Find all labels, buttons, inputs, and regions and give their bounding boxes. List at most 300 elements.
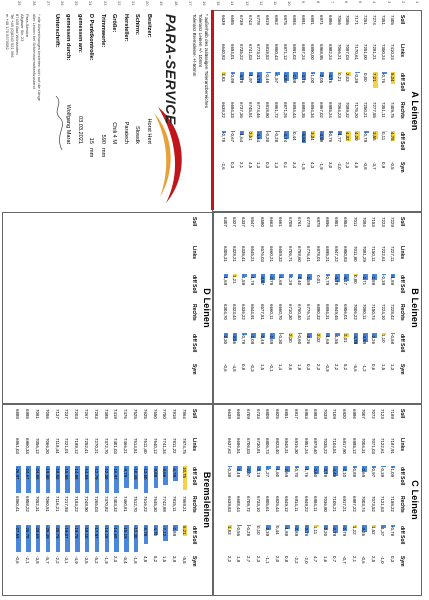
table-cell: -1,09 (390, 467, 395, 478)
table-cell: -4,70 (152, 526, 158, 537)
table-cell: 6305,31 (222, 246, 228, 262)
table-cell: 7250,21 (363, 102, 369, 118)
table-cell: -0,39 (380, 275, 386, 286)
table-cell: 0,80 (352, 275, 358, 284)
table-cell: 6985,12 (351, 438, 357, 454)
table-cell: 7153 (371, 217, 377, 227)
table-cell: 7815,11 (172, 496, 178, 512)
table-cell: 6638 (226, 409, 232, 419)
table-cell: 6706,03 (246, 438, 251, 454)
table-cell: 6660,70 (278, 304, 284, 320)
tolerance-line-1: Toleranz Leinen +/- 10mm (198, 14, 203, 68)
table-cell: 6885,35 (301, 102, 306, 118)
table-cell: 7072 (370, 409, 376, 419)
table-cell: 6894 (292, 15, 298, 25)
column-header: diff Soll (191, 275, 197, 294)
table-cell: -13,60 (142, 467, 148, 480)
table-cell: 6960,33 (25, 438, 31, 454)
table-cell: 4,20 (354, 132, 360, 141)
table-cell: 2,32 (315, 334, 321, 343)
table-cell: -2,09 (250, 334, 256, 345)
table-cell: 1,3 (390, 364, 395, 371)
table-cell: -16,97 (113, 467, 119, 480)
table-cell: 7060,51 (44, 496, 50, 512)
table-cell: -1,2 (362, 364, 368, 372)
table-cell: 6684,01 (229, 44, 235, 60)
table-cell: 1,21 (231, 275, 237, 284)
column-header: Links (191, 246, 197, 260)
table-cell: 6808 (265, 409, 271, 419)
table-cell: 7104,51 (332, 438, 338, 454)
column-header: Rechts (399, 496, 405, 513)
table-cell: 1,3 (274, 162, 280, 169)
table-cell: -25,49 (44, 526, 50, 539)
table-cell: 6819 (265, 15, 271, 25)
row-number: 29 (17, 1, 23, 6)
table-cell: 6758,60 (297, 246, 302, 262)
table-cell: 7080,11 (362, 304, 368, 320)
table-cell: -1,88 (284, 526, 290, 537)
info-label: gemessen durch: (65, 14, 72, 61)
table-cell: 6861,72 (274, 102, 280, 118)
table-cell: -2,49 (236, 467, 242, 478)
table-cell: -1,97 (247, 73, 253, 84)
table-cell: 3,6 (287, 364, 293, 371)
table-cell: 7183,22 (74, 496, 80, 512)
table-cell: 7116,21 (54, 496, 60, 512)
table-cell: 6949,45 (334, 304, 340, 320)
table-cell: 6917 (294, 409, 299, 419)
table-cell: -2,98 (292, 73, 298, 84)
table-cell: 6688,44 (236, 496, 242, 512)
table-cell: 7409,75 (390, 102, 395, 118)
table-cell: -2,1 (25, 556, 31, 564)
table-cell: 2,2 (334, 364, 340, 371)
table-cell: 6982,24 (327, 44, 333, 60)
table-cell: 6849,12 (284, 496, 290, 512)
table-cell: 2,51 (247, 132, 253, 141)
table-cell: 6730,81 (255, 438, 261, 454)
table-cell: 1,83 (220, 73, 226, 82)
row-number: 24 (88, 1, 94, 6)
table-cell: -0,99 (229, 73, 235, 84)
table-cell: 7064,23 (336, 102, 342, 118)
table-cell: 6951,24 (303, 438, 309, 454)
table-cell: -9,79 (123, 467, 129, 478)
table-cell: -19,80 (44, 467, 50, 480)
table-cell: 0,1 (283, 162, 289, 169)
contact-line: Tel +49 (0)8343 521 396 (10, 14, 15, 58)
table-cell: -28,69 (35, 526, 40, 539)
table-cell: 2,30 (287, 334, 293, 343)
table-cell: -12,79 (93, 467, 99, 480)
table-cell: 6860,41 (15, 496, 21, 512)
table-cell: -0,97 (370, 467, 376, 478)
table-cell: -1,55 (334, 334, 340, 345)
table-cell: 7265,03 (93, 496, 99, 512)
table-cell: -1,00 (309, 73, 315, 84)
table-cell: -0,6 (222, 364, 228, 372)
table-cell: 6971 (318, 15, 324, 25)
table-cell: -3,78 (334, 275, 340, 286)
table-cell: -3,56 (231, 334, 237, 345)
table-cell: -1,8 (133, 556, 138, 564)
table-cell: 6917,21 (342, 496, 347, 512)
table-cell: -2,2 (294, 556, 299, 564)
row-number: 25 (74, 1, 80, 6)
table-cell: 6576,03 (259, 246, 265, 262)
table-cell: -14,59 (84, 467, 89, 480)
info-label: Schirm: (134, 14, 141, 35)
table-cell: 3,55 (372, 132, 378, 141)
table-cell: 3,0 (327, 162, 333, 169)
table-cell: 6640,83 (220, 44, 226, 60)
section-d-leinen (2, 212, 214, 404)
info-row (100, 14, 106, 204)
column-header: Rechts (399, 304, 405, 321)
table-cell: 6823,40 (274, 438, 280, 454)
table-cell: 6336,22 (241, 304, 247, 320)
table-cell: -17,97 (93, 526, 99, 539)
brand-logo-text: PARA-SERVICE (163, 14, 179, 125)
table-cell: 4,8 (142, 556, 148, 563)
table-cell: 0,10 (255, 526, 261, 535)
table-cell: 7650 (152, 409, 158, 419)
table-cell: 6825 (274, 409, 280, 419)
table-cell: -3,78 (303, 526, 309, 537)
column-header: Links (399, 246, 405, 260)
column-header: Sym (191, 556, 197, 567)
table-cell: 6685 (229, 15, 235, 25)
table-cell: 7227,11 (390, 246, 395, 262)
table-cell: 4,3 (309, 162, 315, 169)
table-cell: 7625 (142, 409, 148, 419)
table-cell: -0,78 (390, 526, 395, 537)
column-header: Links (399, 438, 405, 452)
table-cell: -2,69 (361, 467, 367, 478)
table-cell: 6871,12 (283, 44, 289, 60)
table-cell: -5,4 (123, 556, 129, 564)
table-cell: -2,89 (371, 275, 377, 286)
table-cell: -2,40 (297, 275, 302, 286)
table-cell: -0,6 (361, 556, 367, 564)
column-header: Soll (191, 409, 197, 419)
table-cell: 7645,30 (152, 496, 158, 512)
table-cell: 7350,24 (381, 44, 387, 60)
column-header: diff Soll (191, 334, 197, 353)
table-cell: 7281,21 (372, 44, 378, 60)
table-cell: -5,6 (352, 364, 358, 372)
row-number: 17 (187, 1, 193, 6)
table-cell: 0,6 (371, 364, 377, 371)
info-label: D Punktkontrolle: (88, 14, 95, 61)
column-header: Rechts (191, 304, 197, 321)
table-cell: 7864 (182, 409, 187, 419)
section-title: Bremsleinen (202, 471, 212, 529)
table-cell: -0,38 (226, 467, 232, 478)
table-cell: 7109 (332, 409, 338, 419)
table-cell: 1,11 (313, 526, 319, 535)
table-cell: -3,54 (256, 132, 262, 143)
table-cell: -26,97 (15, 467, 21, 480)
table-cell: -2,71 (362, 275, 368, 286)
table-cell: 7081 (35, 409, 40, 419)
table-cell: 2,3 (255, 556, 261, 563)
banner-note: * außerhalb des zulässigen Toleranzbereiches (204, 14, 209, 108)
info-row (135, 14, 141, 204)
table-cell: 7035,22 (322, 438, 328, 454)
table-cell: -0,20 (265, 132, 271, 143)
table-cell: 6890,00 (309, 44, 315, 60)
table-cell: -3,26 (361, 526, 367, 537)
table-cell: -3,79 (332, 526, 338, 537)
info-value: Chili 4 M (111, 122, 118, 144)
table-cell: 6739 (238, 15, 244, 25)
table-cell: -3,74 (283, 132, 289, 143)
table-cell: 2,2 (226, 556, 232, 563)
table-cell: 7171 (354, 15, 360, 25)
table-cell: -2,26 (371, 334, 377, 345)
table-cell: 7401,03 (113, 438, 119, 454)
table-cell: -2,19 (255, 467, 261, 478)
table-cell: -5,5 (182, 556, 187, 564)
table-cell: -1,29 (287, 275, 293, 286)
table-cell: 7203 (74, 409, 80, 419)
table-cell: -8,78 (142, 526, 148, 537)
table-cell: -1,76 (303, 467, 309, 478)
info-value: 15 (88, 137, 95, 144)
info-label: Trimmwerte: (100, 14, 106, 48)
table-cell: -18,56 (54, 467, 60, 480)
table-cell: 6880,32 (315, 304, 321, 320)
table-cell: -1,0 (380, 556, 386, 564)
table-cell: 7351 (381, 15, 387, 25)
table-cell: 6741,03 (247, 44, 253, 60)
table-cell: 7086 (44, 409, 50, 419)
info-row (54, 14, 60, 204)
table-cell: -2,30 (222, 334, 228, 345)
table-cell: 7267 (84, 409, 89, 419)
table-cell: 6776,74 (306, 304, 312, 320)
info-label: Hersteller: (123, 14, 129, 42)
contact-line: 87435 Bad Wörishofen (15, 14, 20, 55)
tolerance-line-2: Toleranz Bremsleine: +/-50mm (192, 14, 197, 77)
row-number: 28 (31, 1, 37, 6)
table-cell: -0,30 (278, 334, 284, 345)
table-cell: 6953 (303, 409, 309, 419)
table-cell: 7514,51 (133, 438, 138, 454)
table-cell: 1,4 (278, 364, 284, 371)
column-header: diff Soll (191, 526, 197, 545)
table-cell: 6861,03 (15, 438, 21, 454)
table-cell: 6878,01 (315, 246, 321, 262)
table-cell: 6954 (343, 217, 349, 227)
row-number: 7 (329, 1, 335, 4)
table-cell: 5,24 (390, 73, 395, 82)
table-cell: -0,8 (363, 162, 369, 170)
table-cell: 7150,11 (371, 246, 377, 262)
table-cell: -2,97 (246, 467, 251, 478)
table-cell: 6710,30 (287, 304, 293, 320)
table-cell: -4,49 (332, 467, 338, 478)
table-cell: -0,78 (241, 334, 247, 345)
column-header: diff Soll (399, 73, 405, 92)
table-cell: -27,59 (15, 526, 21, 539)
table-cell: 7460,81 (123, 496, 129, 512)
table-cell: -24,67 (25, 467, 31, 480)
table-cell: 6950,83 (343, 246, 349, 262)
table-cell: -1,69 (222, 275, 228, 286)
table-cell: 0,44 (274, 526, 280, 535)
table-cell: 5,2 (152, 556, 158, 563)
table-cell: 6825,44 (274, 496, 280, 512)
table-cell: -1,60 (274, 467, 280, 478)
table-cell: 7071,03 (370, 438, 376, 454)
column-header: Soll (191, 217, 197, 227)
column-header: Sym (191, 364, 197, 375)
table-cell: 7410,24 (390, 44, 395, 60)
table-cell: 6896 (324, 217, 330, 227)
table-cell: 0,01 (315, 275, 321, 284)
table-cell: 6986 (351, 409, 357, 419)
table-cell: 7006,22 (352, 304, 358, 320)
table-cell: -3,78 (322, 467, 328, 478)
table-cell: 7188,22 (390, 496, 395, 512)
table-cell: 7188,12 (74, 438, 80, 454)
table-cell: -0,1 (269, 364, 275, 372)
table-cell: -2,59 (306, 275, 312, 286)
table-cell: 6637,62 (226, 438, 232, 454)
table-cell: 7222,61 (380, 246, 386, 262)
table-cell: -4,8 (231, 364, 237, 372)
table-cell: -3,98 (318, 132, 324, 143)
info-unit: mm (88, 148, 95, 158)
table-cell: 7087,03 (345, 44, 351, 60)
table-cell: 6914,11 (294, 496, 299, 512)
row-number: 14 (230, 1, 236, 6)
info-label: Besitzer: (146, 14, 152, 38)
table-cell: -1,57 (274, 73, 280, 84)
info-value: Paratech (123, 121, 129, 144)
column-header: Links (191, 438, 197, 452)
table-cell: 6848,31 (284, 438, 290, 454)
table-cell: 6684,33 (229, 102, 235, 118)
table-cell: -14,18 (103, 526, 109, 539)
table-cell: 6916,30 (294, 438, 299, 454)
row-number: 23 (102, 1, 108, 6)
table-cell: 7137 (54, 409, 60, 419)
table-cell: -14,68 (113, 526, 119, 539)
table-cell: -3,8 (35, 556, 40, 564)
table-cell: 7056,12 (35, 438, 40, 454)
table-cell: 6545,21 (250, 246, 256, 262)
info-label: Unterschrift: (54, 14, 60, 48)
table-cell: -0,76 (327, 132, 333, 143)
table-cell: 6806,73 (265, 438, 271, 454)
table-cell: -2,89 (172, 526, 178, 537)
table-cell: 1,5 (259, 364, 265, 371)
table-cell: -5,2 (93, 556, 99, 564)
table-cell: 6639 (220, 15, 226, 25)
table-cell: 2,0 (274, 556, 280, 563)
table-cell: -0,60 (297, 334, 302, 345)
table-cell: 7640,12 (152, 438, 158, 454)
table-cell: -2,49 (259, 334, 265, 345)
table-cell: -0,70 (294, 467, 299, 478)
table-cell: 7004,31 (361, 438, 367, 454)
table-cell: 6547 (250, 217, 256, 227)
table-cell: 6920 (342, 409, 347, 419)
table-cell: -12,30 (133, 526, 138, 539)
column-header: Soll (399, 15, 405, 25)
row-number: 9 (301, 1, 307, 4)
table-cell: 7221,01 (64, 438, 70, 454)
table-cell: -1,64 (238, 132, 244, 143)
table-cell: -10,49 (133, 467, 138, 480)
table-cell: 0,3 (265, 162, 271, 169)
table-cell: 4,5 (247, 162, 253, 169)
table-cell: 6733 (255, 409, 261, 419)
table-cell: -1,77 (336, 132, 342, 143)
disclaimer-line: * alle Abweichungen beziehen sich auf die Länge (37, 14, 42, 101)
table-cell: -0,28 (274, 132, 280, 143)
table-cell: 4,7 (313, 556, 319, 563)
table-cell: 6737,36 (238, 102, 244, 118)
table-cell: 2,3 (113, 556, 119, 563)
table-cell: 6686,51 (236, 438, 242, 454)
table-cell: 6689 (236, 409, 242, 419)
table-cell: 1,22 (351, 526, 357, 535)
table-cell: -1,9 (318, 162, 324, 170)
table-cell: -1,37 (380, 526, 386, 537)
row-number: 1 (415, 1, 420, 4)
row-number: 16 (202, 1, 207, 6)
table-cell: 7283 (93, 409, 99, 419)
table-cell: 7003,74 (361, 496, 367, 512)
table-cell: -3,89 (362, 334, 368, 345)
table-cell: 1,6 (322, 556, 328, 563)
table-cell: -2,89 (269, 334, 275, 345)
table-cell: 1,5 (162, 556, 168, 563)
table-cell: 6986 (327, 15, 333, 25)
column-header: diff Soll (399, 467, 405, 486)
column-header: Rechts (191, 496, 197, 513)
table-cell: 6733,10 (255, 496, 261, 512)
table-cell: -15,99 (64, 467, 70, 480)
table-cell: -2,2 (54, 556, 60, 564)
table-cell: -2,05 (318, 73, 324, 84)
table-cell: 7525 (133, 409, 138, 419)
table-cell: 6949,22 (303, 496, 309, 512)
table-cell: 7066,21 (336, 44, 342, 60)
row-number: 21 (131, 1, 136, 6)
table-cell: 7187,91 (390, 438, 395, 454)
table-cell: 6307 (222, 217, 228, 227)
table-cell: 6894,44 (292, 102, 298, 118)
table-cell: -2,39 (265, 526, 271, 537)
table-cell: -1,59 (241, 275, 247, 286)
red-accent-bar (211, 10, 214, 210)
table-cell: 6659,32 (278, 246, 284, 262)
table-cell: 5,2 (343, 364, 349, 371)
row-number: 2 (400, 1, 406, 4)
table-cell: 6580 (259, 217, 265, 227)
info-value: Horst Hert (146, 118, 152, 144)
table-cell: -0,3 (250, 364, 256, 372)
table-cell: -0,48 (265, 73, 271, 84)
info-label: gemessen am: (77, 14, 83, 53)
row-number: 6 (344, 1, 349, 4)
